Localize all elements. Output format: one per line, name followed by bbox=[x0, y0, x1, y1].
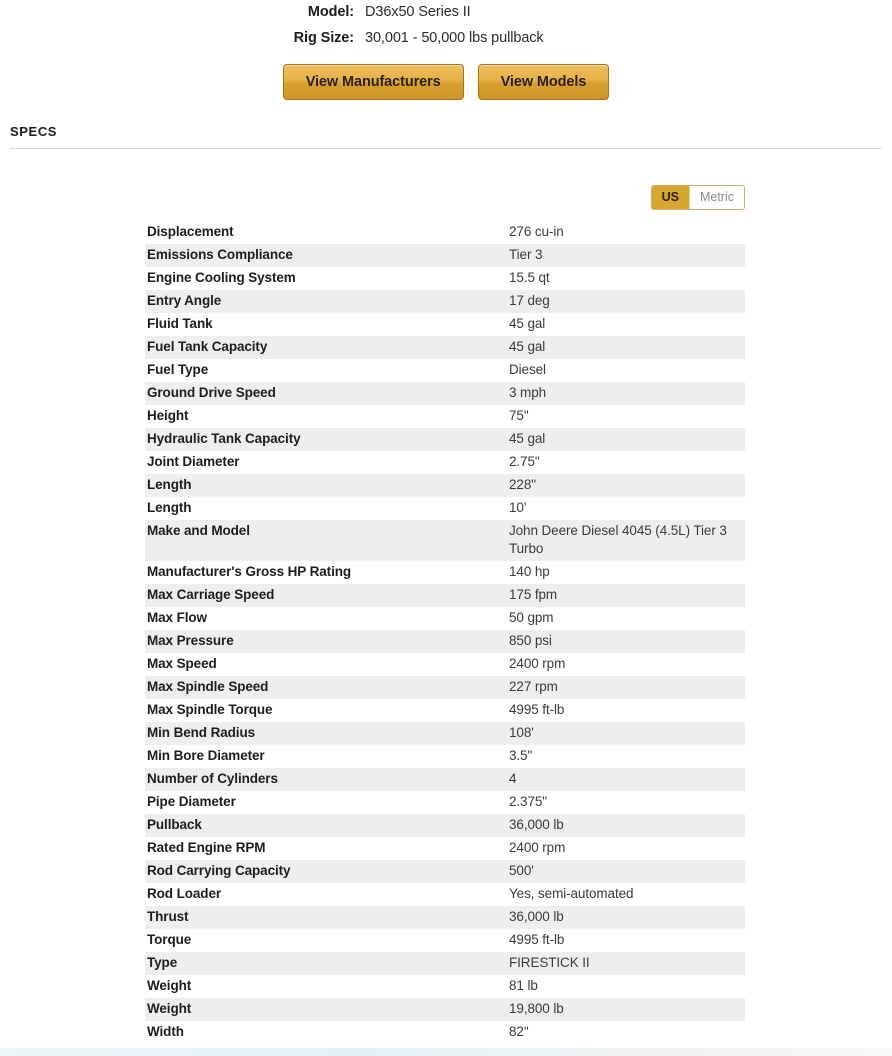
table-row bbox=[145, 451, 745, 474]
spec-value-cell: 4995 ft-lb bbox=[509, 932, 565, 947]
unit-toggle-us[interactable]: US bbox=[652, 186, 689, 209]
spec-name-cell: Emissions Compliance bbox=[147, 247, 293, 262]
table-row bbox=[145, 267, 745, 290]
spec-name-cell: Max Spindle Torque bbox=[147, 702, 273, 717]
spec-value-cell: 850 psi bbox=[509, 633, 552, 648]
spec-value-cell: 108' bbox=[509, 725, 534, 740]
spec-value-cell: 36,000 lb bbox=[509, 909, 564, 924]
spec-name-cell: Weight bbox=[147, 1001, 192, 1016]
spec-name-cell: Engine Cooling System bbox=[147, 270, 296, 285]
view-manufacturers-button[interactable]: View Manufacturers bbox=[283, 64, 464, 100]
table-row bbox=[145, 607, 745, 630]
action-button-bar bbox=[0, 64, 892, 100]
spec-value-cell: 2.375" bbox=[509, 794, 547, 809]
table-row bbox=[145, 929, 745, 952]
summary-row-rig-size bbox=[0, 30, 892, 46]
spec-value-cell: 227 rpm bbox=[509, 679, 558, 694]
spec-value-cell: 4 bbox=[509, 771, 517, 786]
spec-table-container bbox=[0, 221, 892, 1044]
spec-name-cell: Torque bbox=[147, 932, 192, 947]
table-row bbox=[145, 952, 745, 975]
specs-heading: SPECS bbox=[10, 124, 58, 139]
table-row bbox=[145, 883, 745, 906]
table-row bbox=[145, 699, 745, 722]
spec-value-cell: 75" bbox=[509, 408, 529, 423]
table-row bbox=[145, 405, 745, 428]
table-row bbox=[145, 497, 745, 520]
spec-value-cell: 2.75" bbox=[509, 454, 540, 469]
spec-value-cell: 45 gal bbox=[509, 431, 546, 446]
table-row bbox=[145, 791, 745, 814]
section-divider bbox=[10, 148, 882, 149]
spec-name-cell: Rod Carrying Capacity bbox=[147, 863, 291, 878]
table-row bbox=[145, 998, 745, 1021]
spec-value-cell: 3 mph bbox=[509, 385, 547, 400]
spec-name-cell: Fluid Tank bbox=[147, 316, 213, 331]
spec-value-cell: 140 hp bbox=[509, 564, 550, 579]
spec-value-cell: 10' bbox=[509, 500, 527, 515]
spec-name-cell: Make and Model bbox=[147, 523, 250, 538]
spec-name-cell: Manufacturer's Gross HP Rating bbox=[147, 564, 352, 579]
spec-value-cell: 36,000 lb bbox=[509, 817, 564, 832]
summary-row-model bbox=[0, 4, 892, 20]
table-row bbox=[145, 653, 745, 676]
spec-value-cell: 45 gal bbox=[509, 339, 546, 354]
rig-size-value: 30,001 - 50,000 lbs pullback bbox=[365, 30, 544, 46]
spec-value-cell: 2400 rpm bbox=[509, 840, 566, 855]
spec-value-cell: 19,800 lb bbox=[509, 1001, 564, 1016]
rig-size-label: Rig Size: bbox=[293, 30, 354, 46]
page-bottom-cutoff-strip bbox=[0, 1048, 892, 1056]
spec-name-cell: Weight bbox=[147, 978, 192, 993]
spec-value-cell: 82" bbox=[509, 1024, 529, 1039]
table-row bbox=[145, 837, 745, 860]
table-row bbox=[145, 221, 745, 244]
spec-name-cell: Fuel Type bbox=[147, 362, 209, 377]
spec-value-cell: 175 fpm bbox=[509, 587, 558, 602]
spec-value-cell: John Deere Diesel 4045 (4.5L) Tier 3 Turbo bbox=[509, 523, 727, 556]
spec-name-cell: Max Carriage Speed bbox=[147, 587, 275, 602]
spec-value-cell: FIRESTICK II bbox=[509, 955, 590, 970]
table-row bbox=[145, 975, 745, 998]
spec-name-cell: Rod Loader bbox=[147, 886, 222, 901]
table-row bbox=[145, 359, 745, 382]
table-row bbox=[145, 745, 745, 768]
spec-name-cell: Fuel Tank Capacity bbox=[147, 339, 268, 354]
table-row bbox=[145, 1021, 745, 1044]
spec-value-cell: 4995 ft-lb bbox=[509, 702, 565, 717]
table-row bbox=[145, 584, 745, 607]
table-row bbox=[145, 906, 745, 929]
spec-value-cell: 2400 rpm bbox=[509, 656, 566, 671]
table-row bbox=[145, 814, 745, 837]
spec-name-cell: Type bbox=[147, 955, 178, 970]
spec-name-cell: Max Flow bbox=[147, 610, 207, 625]
spec-table bbox=[145, 221, 745, 1044]
table-row bbox=[145, 474, 745, 497]
spec-name-cell: Length bbox=[147, 500, 192, 515]
table-row bbox=[145, 290, 745, 313]
table-row bbox=[145, 428, 745, 451]
spec-name-cell: Pipe Diameter bbox=[147, 794, 236, 809]
table-row bbox=[145, 561, 745, 584]
spec-name-cell: Max Speed bbox=[147, 656, 217, 671]
spec-value-cell: 45 gal bbox=[509, 316, 546, 331]
table-row bbox=[145, 244, 745, 267]
spec-value-cell: 17 deg bbox=[509, 293, 550, 308]
model-label: Model: bbox=[307, 4, 354, 20]
spec-name-cell: Min Bore Diameter bbox=[147, 748, 265, 763]
spec-name-cell: Height bbox=[147, 408, 189, 423]
spec-name-cell: Number of Cylinders bbox=[147, 771, 278, 786]
spec-value-cell: 276 cu-in bbox=[509, 224, 564, 239]
spec-value-cell: Diesel bbox=[509, 362, 546, 377]
spec-name-cell: Max Pressure bbox=[147, 633, 234, 648]
spec-value-cell: 81 lb bbox=[509, 978, 538, 993]
unit-toggle-row bbox=[0, 185, 892, 210]
unit-toggle-metric[interactable]: Metric bbox=[689, 186, 744, 209]
spec-value-cell: Tier 3 bbox=[509, 247, 543, 262]
spec-name-cell: Thrust bbox=[147, 909, 189, 924]
spec-name-cell: Width bbox=[147, 1024, 184, 1039]
table-row bbox=[145, 520, 745, 561]
product-summary bbox=[0, 0, 892, 46]
spec-name-cell: Rated Engine RPM bbox=[147, 840, 266, 855]
table-row bbox=[145, 860, 745, 883]
specs-section-header bbox=[0, 124, 892, 149]
spec-name-cell: Max Spindle Speed bbox=[147, 679, 269, 694]
spec-name-cell: Entry Angle bbox=[147, 293, 222, 308]
spec-name-cell: Ground Drive Speed bbox=[147, 385, 276, 400]
spec-value-cell: Yes, semi-automated bbox=[509, 886, 634, 901]
spec-name-cell: Joint Diameter bbox=[147, 454, 240, 469]
spec-value-cell: 3.5" bbox=[509, 748, 533, 763]
spec-name-cell: Length bbox=[147, 477, 192, 492]
unit-toggle[interactable] bbox=[651, 185, 745, 210]
spec-value-cell: 15.5 qt bbox=[509, 270, 550, 285]
table-row bbox=[145, 382, 745, 405]
table-row bbox=[145, 336, 745, 359]
spec-name-cell: Min Bend Radius bbox=[147, 725, 256, 740]
spec-name-cell: Hydraulic Tank Capacity bbox=[147, 431, 301, 446]
model-value: D36x50 Series II bbox=[365, 4, 471, 20]
spec-name-cell: Pullback bbox=[147, 817, 202, 832]
table-row bbox=[145, 676, 745, 699]
spec-name-cell: Displacement bbox=[147, 224, 234, 239]
view-models-button[interactable]: View Models bbox=[478, 64, 610, 100]
table-row bbox=[145, 630, 745, 653]
table-row bbox=[145, 722, 745, 745]
table-row bbox=[145, 768, 745, 791]
spec-value-cell: 228" bbox=[509, 477, 536, 492]
table-row bbox=[145, 313, 745, 336]
spec-value-cell: 50 gpm bbox=[509, 610, 554, 625]
spec-value-cell: 500' bbox=[509, 863, 534, 878]
